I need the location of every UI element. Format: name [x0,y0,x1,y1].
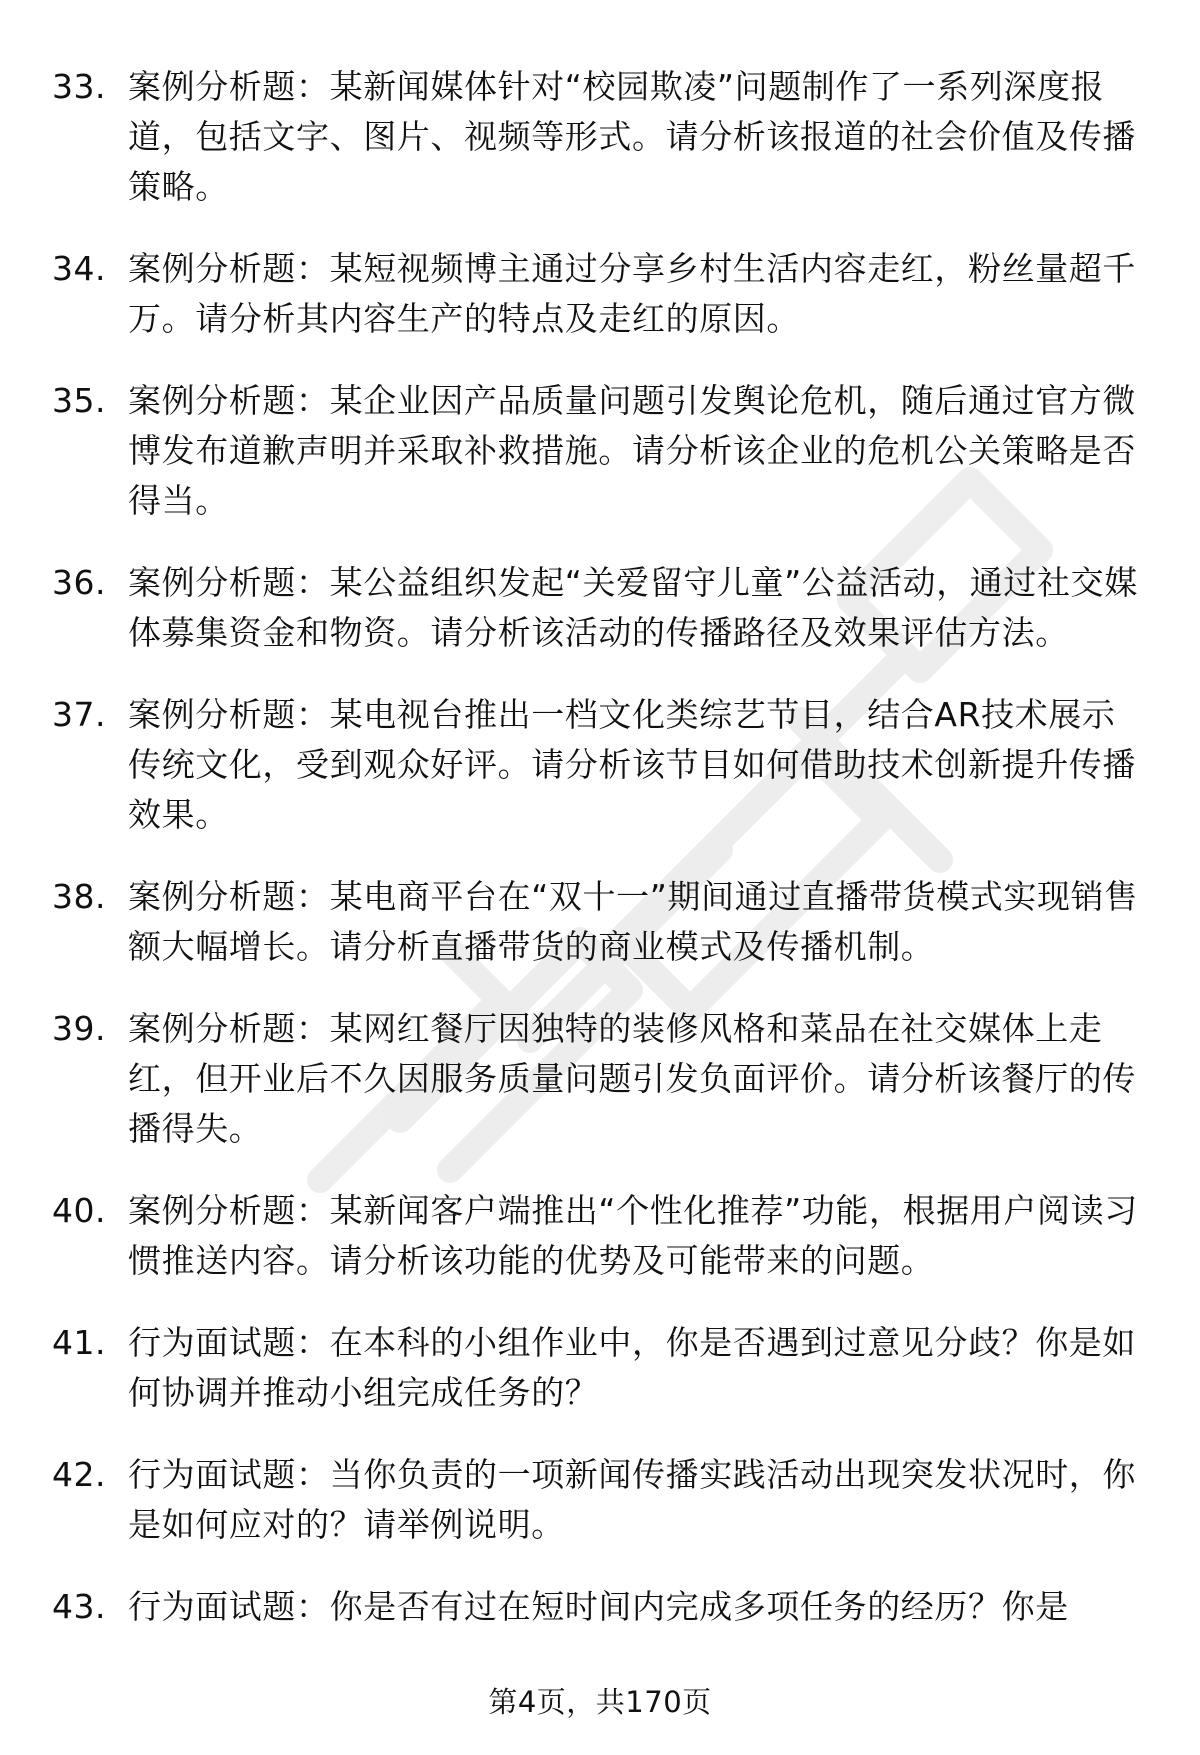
question-item [0,558,1200,658]
question-number: 36. [52,563,106,602]
question-text: 案例分析题：某电商平台在“双十一”期间通过直播带货模式实现销售额大幅增长。请分析直播带货的商业模式及传播机制。 [128,877,1138,966]
question-item [0,244,1200,344]
question-text: 案例分析题：某电视台推出一档文化类综艺节目，结合AR技术展示传统文化，受到观众好评。请分析该节目如何借助技术创新提升传播效果。 [128,695,1136,834]
question-text: 案例分析题：某网红餐厅因独特的装修风格和菜品在社交媒体上走红，但开业后不久因服务质量问题引发负面评价。请分析该餐厅的传播得失。 [128,1009,1136,1148]
question-text: 行为面试题：在本科的小组作业中，你是否遇到过意见分歧？你是如何协调并推动小组完成任务的？ [128,1323,1136,1412]
question-item [0,1582,1200,1632]
page-footer: 第4页，共170页 [488,1685,712,1719]
question-item [0,690,1200,840]
question-number: 39. [52,1009,106,1048]
question-text: 案例分析题：某企业因产品质量问题引发舆论危机，随后通过官方微博发布道歉声明并采取补救措施。请分析该企业的危机公关策略是否得当。 [128,381,1136,520]
question-number: 33. [52,67,106,106]
question-item [0,62,1200,212]
question-item [0,1318,1200,1418]
question-item [0,1186,1200,1286]
question-text: 案例分析题：某新闻媒体针对“校园欺凌”问题制作了一系列深度报道，包括文字、图片、视频等形式。请分析该报道的社会价值及传播策略。 [128,67,1136,206]
question-number: 38. [52,877,106,916]
question-text: 案例分析题：某新闻客户端推出“个性化推荐”功能，根据用户阅读习惯推送内容。请分析该功能的优势及可能带来的问题。 [128,1191,1138,1280]
question-number: 34. [52,249,106,288]
question-item [0,1450,1200,1550]
question-text: 案例分析题：某公益组织发起“关爱留守儿童”公益活动，通过社交媒体募集资金和物资。请分析该活动的传播路径及效果评估方法。 [128,563,1138,652]
question-item [0,376,1200,526]
question-text: 行为面试题：当你负责的一项新闻传播实践活动出现突发状况时，你是如何应对的？请举例说明。 [128,1455,1136,1544]
question-item [0,872,1200,972]
question-number: 37. [52,695,106,734]
question-list [0,62,1200,1664]
question-number: 40. [52,1191,106,1230]
question-number: 35. [52,381,106,420]
question-number: 41. [52,1323,106,1362]
question-number: 43. [52,1587,106,1626]
question-text: 行为面试题：你是否有过在短时间内完成多项任务的经历？你是 [128,1587,1069,1626]
question-text: 案例分析题：某短视频博主通过分享乡村生活内容走红，粉丝量超千万。请分析其内容生产的特点及走红的原因。 [128,249,1136,338]
question-number: 42. [52,1455,106,1494]
question-item [0,1004,1200,1154]
